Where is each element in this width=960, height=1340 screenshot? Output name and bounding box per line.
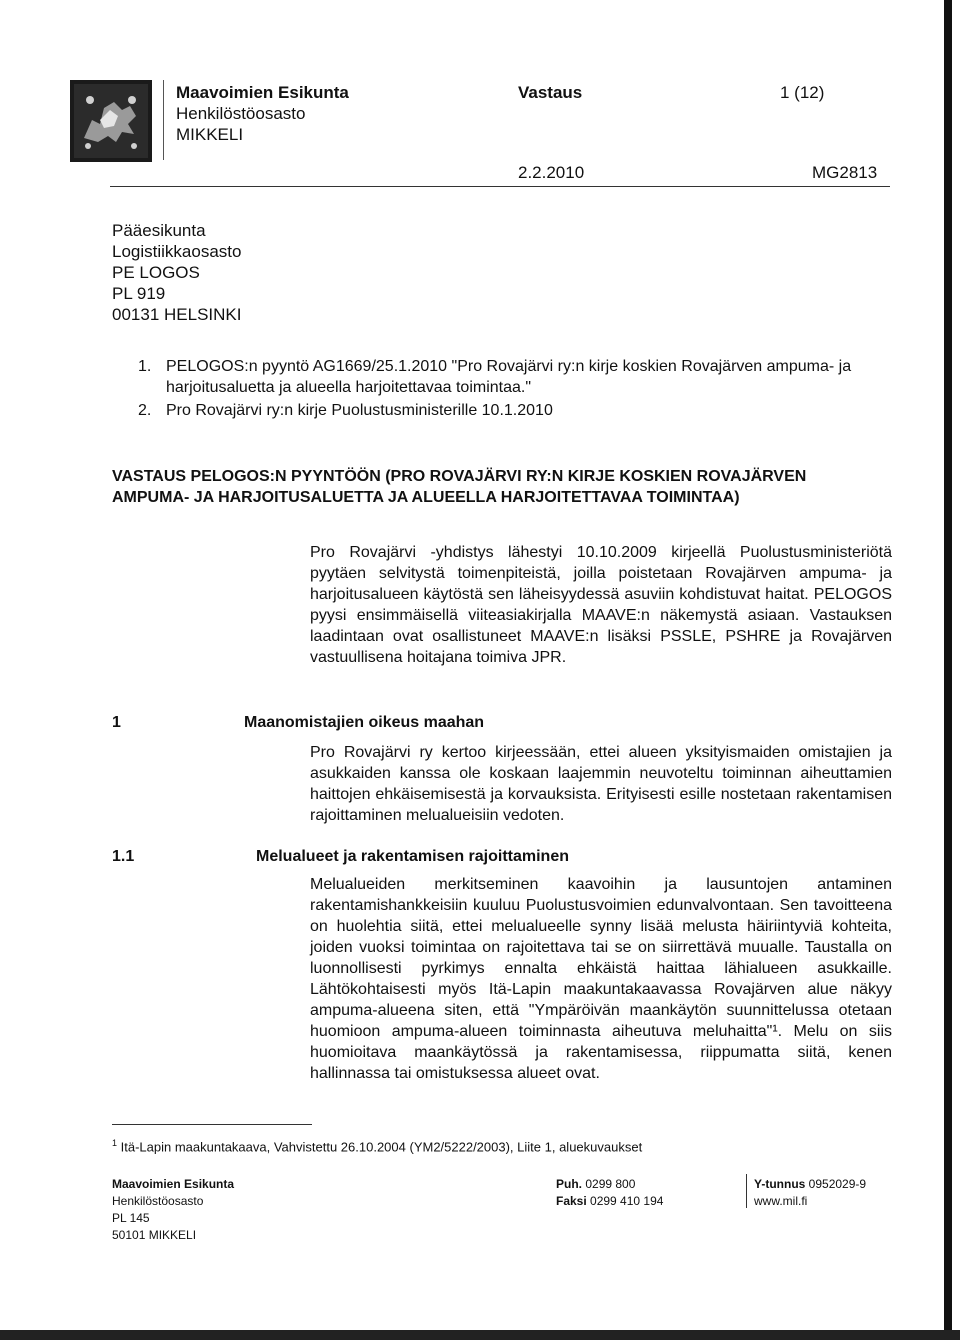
section-text: Melualueiden merkitseminen kaavoihin ja lausuntojen antaminen rakentamishankkeisiin kuuluu Puolustusvoimien edunvalvontaan. Sen tavoitteena on huolehtia siitä, ettei melualueelle synny lisää melusta häiriintyviä kohteita, joiden vuoksi toimintaa on rajoitettava tai se on siirrettävä muualle. Taustalla on luonnollisesti pyrkimys ennalta ehkäistä haittaa lähialueen asukkaille. Lähtökohtaisesti myös Itä-Lapin maakuntakaavassa Rovajärven alue näkyy ampuma-alueena siten, että "Ympäröivän maankäytön suunnittelussa otetaan huomioon ampuma-alueen toiminnasta aiheutuva meluhaitta"¹. Melu on siis huomioitava maankäytössä ja rakentamisessa, riippumatta siitä, kenen hallinnassa tai omistuksessa alueet ovat. xyxy=(310,876,892,1082)
reference-list xyxy=(138,356,878,421)
recipient-line: Pääesikunta xyxy=(112,221,206,240)
recipient-line: 00131 HELSINKI xyxy=(112,305,242,324)
doc-reference: MG2813 xyxy=(812,163,878,182)
footer-fax-label: Faksi xyxy=(556,1194,587,1208)
reference-number: 1. xyxy=(138,358,152,375)
doc-date: 2.2.2010 xyxy=(518,163,585,182)
section-number: 1 xyxy=(112,714,121,731)
footer-department: Henkilöstöosasto xyxy=(112,1194,204,1208)
footnote-text: Itä-Lapin maakuntakaava, Vahvistettu 26.10.2004 (YM2/5222/2003), Liite 1, aluekuvaukset xyxy=(120,1139,643,1155)
footer-po-box: PL 145 xyxy=(112,1211,150,1225)
scan-edge xyxy=(944,0,952,1340)
footer-postal: 50101 MIKKELI xyxy=(112,1228,197,1242)
recipient-address xyxy=(112,220,241,325)
reference-number: 2. xyxy=(138,402,152,419)
recipient-line: Logistiikkaosasto xyxy=(112,242,242,261)
reference-text: PELOGOS:n pyyntö AG1669/25.1.2010 "Pro Rovajärvi ry:n kirje koskien Rovajärven ampuma- ja harjoitusaluetta ja alueella harjoitettavaa toimintaa." xyxy=(166,358,852,396)
header-divider xyxy=(163,80,164,160)
recipient-line: PE LOGOS xyxy=(112,263,200,282)
header-city: MIKKELI xyxy=(176,125,244,144)
reference-item xyxy=(138,356,878,398)
header-org-name: Maavoimien Esikunta xyxy=(176,83,349,102)
recipient-line: PL 919 xyxy=(112,284,166,303)
footnote xyxy=(112,1134,852,1156)
section-title: Melualueet ja rakentamisen rajoittaminen xyxy=(256,848,569,865)
footer-website: www.mil.fi xyxy=(754,1194,808,1208)
footnote-mark: 1 xyxy=(112,1138,118,1148)
scan-bottom-band xyxy=(0,1330,960,1340)
footer-divider xyxy=(746,1174,747,1208)
reference-item xyxy=(138,400,878,421)
footer-business-id: 0952029-9 xyxy=(808,1177,867,1191)
footer-business-id-label: Y-tunnus xyxy=(754,1177,806,1191)
header-sender xyxy=(176,82,349,145)
intro-paragraph: Pro Rovajärvi -yhdistys lähestyi 10.10.2009 kirjeellä Puolustusministeriötä pyytäen selvitystä toimenpiteistä, joilla poistetaan Rovajärven ampuma- ja harjoitusalueen käytöstä sen läheisyydessä asuviin kohdistuvat haitat. PELOGOS pyysi ensimmäisellä viiteasiakirjalla MAAVE:n näkemystä asiaan. Vastauksen laadintaan ovat osallistuneet MAAVE:n lisäksi PSSLE, PSHRE ja Rovajärven vastuullisena hoitajana toimiva JPR. xyxy=(310,544,892,666)
coat-of-arms-logo xyxy=(70,80,152,162)
footer-phone: 0299 800 xyxy=(585,1177,636,1191)
page-number: 1 (12) xyxy=(780,83,825,102)
footer-fax: 0299 410 194 xyxy=(590,1194,664,1208)
footnote-rule xyxy=(112,1124,312,1125)
footer-address xyxy=(112,1176,234,1244)
doc-type: Vastaus xyxy=(518,83,583,102)
footer-contact xyxy=(556,1176,663,1210)
main-title: VASTAUS PELOGOS:N PYYNTÖÖN (PRO ROVAJÄRVI RY:N KIRJE KOSKIEN ROVAJÄRVEN AMPUMA- JA HARJOITUSALUETTA JA ALUEELLA HARJOITETTAVAA TOIMINTAA) xyxy=(112,468,807,506)
header-department: Henkilöstöosasto xyxy=(176,104,306,123)
footer-business xyxy=(754,1176,866,1210)
header-rule xyxy=(110,186,890,187)
section-text: Pro Rovajärvi ry kertoo kirjeessään, ettei alueen yksityismaiden omistajien ja asukkaiden kanssa ole koskaan laajemmin neuvoteltu toiminnan aiheuttamien haittojen ehkäisemisestä ja korvauksista. Erityisesti esille nostetaan rakentamisen rajoittaminen melualueisiin vedoten. xyxy=(310,744,892,824)
footer-org-name: Maavoimien Esikunta xyxy=(112,1177,235,1191)
section-number: 1.1 xyxy=(112,848,135,865)
reference-text: Pro Rovajärvi ry:n kirje Puolustusministerille 10.1.2010 xyxy=(166,402,553,419)
footer-phone-label: Puh. xyxy=(556,1177,582,1191)
section-title: Maanomistajien oikeus maahan xyxy=(244,714,485,731)
